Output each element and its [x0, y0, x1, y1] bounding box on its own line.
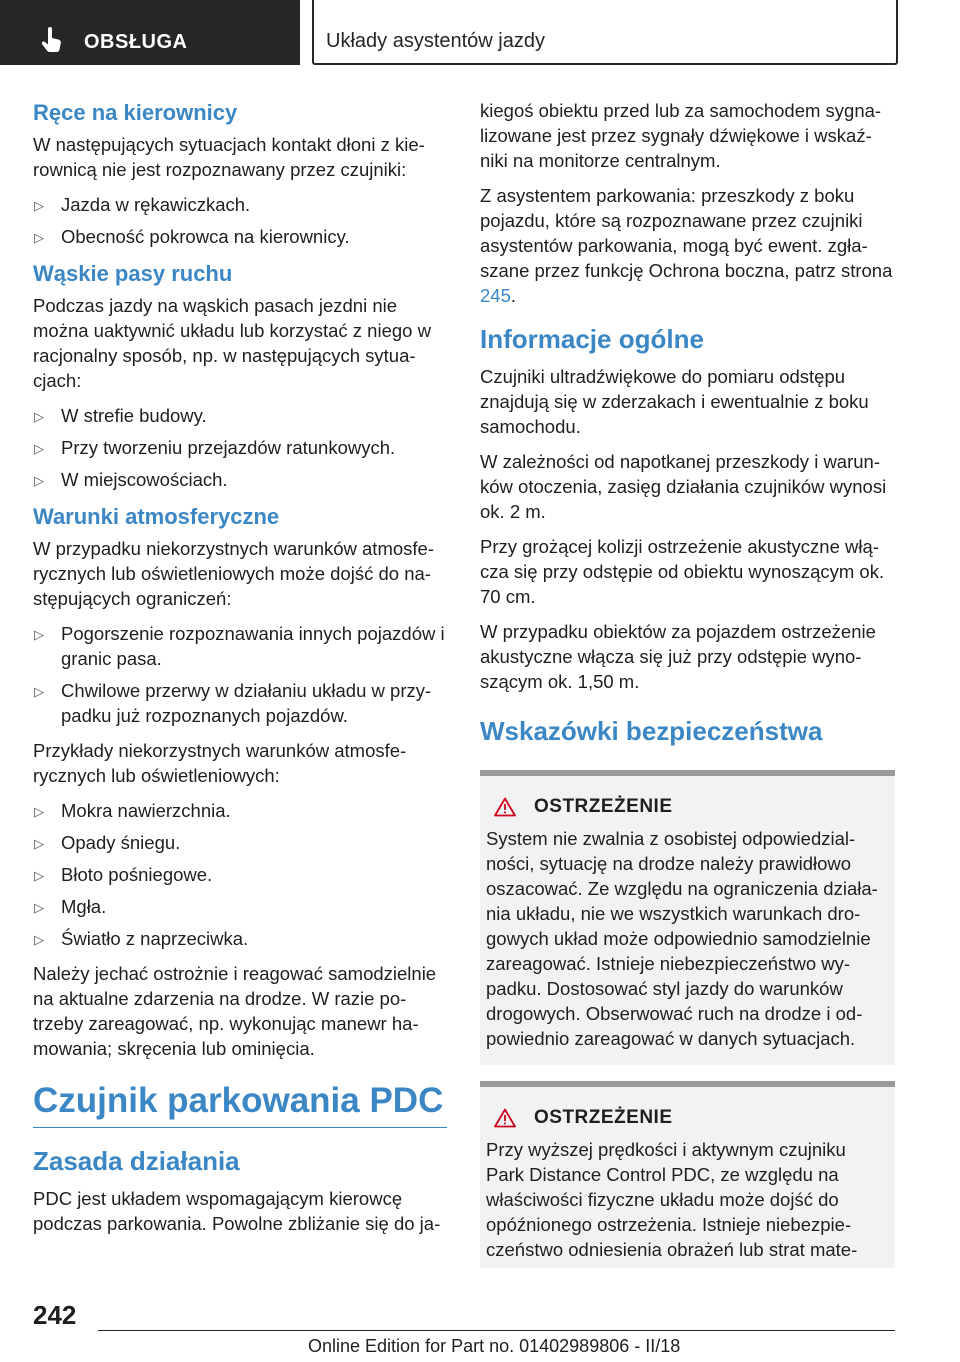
triangle-bullet-icon: ▷	[34, 198, 44, 213]
paragraph: PDC jest układem wspomagającym kierowcę podczas parkowania. Powolne zbliżanie się do ja-	[33, 1188, 441, 1234]
triangle-bullet-icon: ▷	[34, 868, 44, 883]
list-item: ▷ Jazda w rękawiczkach.	[33, 192, 447, 217]
warning-text: System nie zwalnia z osobistej odpowiedzial-ności, sytuację na drodze należy prawidłowo oszacować. Ze względu na ograniczenia działa-nia układu, nie we wszystkich warunkach dro-gowych układ może odpowiednio samodzielnie zareagować. Istnieje niebezpieczeństwo wy-padku. Dostosować styl jazdy do warunków drogowych. Obserwować ruch na drodze i od-powiednio zareagować w danych sytuacjach.	[486, 828, 878, 1049]
paragraph: Przy grożącej kolizji ostrzeżenie akustyczne włą-cza się przy odstępie od obiektu wynoszącym ok. 70 cm.	[480, 536, 885, 607]
triangle-bullet-icon: ▷	[34, 409, 44, 424]
triangle-bullet-icon: ▷	[34, 900, 44, 915]
chapter-heading-pdc: Czujnik parkowania PDC	[33, 1075, 447, 1128]
bullet-list	[33, 798, 447, 951]
paragraph: Podczas jazdy na wąskich pasach jezdni nie można uaktywnić układu lub korzystać z niego w racjonalny sposób, np. w następujących sytua-cjach:	[33, 295, 431, 391]
bullet-list	[33, 192, 447, 249]
list-item: ▷ Mgła.	[33, 894, 447, 919]
footer-divider	[98, 1330, 895, 1331]
paragraph: W przypadku obiektów za pojazdem ostrzeżenie akustyczne włącza się już przy odstępie wyno-szącym ok. 1,50 m.	[480, 621, 876, 692]
section-title-general-info: Informacje ogólne	[480, 324, 704, 354]
paragraph: Czujniki ultradźwiękowe do pomiaru odstępu znajdują się w zderzakach i ewentualnie z boku samochodu.	[480, 366, 869, 437]
section-title-safety: Wskazówki bezpieczeństwa	[480, 716, 823, 746]
triangle-bullet-icon: ▷	[34, 836, 44, 851]
warning-box	[480, 1081, 895, 1268]
list-item: ▷ W strefie budowy.	[33, 403, 447, 428]
warning-header	[486, 796, 885, 818]
bullet-list	[33, 403, 447, 492]
page-link[interactable]: 245	[480, 285, 511, 306]
paragraph: W następujących sytuacjach kontakt dłoni z kie-rownicą nie jest rozpoznawany przez czujniki:	[33, 134, 425, 180]
warning-text: Przy wyższej prędkości i aktywnym czujniku Park Distance Control PDC, ze względu na właściwości fizyczne układu może dojść do opóźnionego ostrzeżenia. Istnieje niebezpie-czeństwo odniesienia obrażeń lub strat mate-	[486, 1139, 858, 1260]
bullet-list	[33, 621, 447, 728]
triangle-bullet-icon: ▷	[34, 932, 44, 947]
list-item: ▷ Chwilowe przerwy w działaniu układu w przy-padku już rozpoznanych pojazdów.	[34, 680, 432, 726]
triangle-bullet-icon: ▷	[34, 627, 44, 642]
chapter-tab	[312, 0, 898, 65]
header-section-tab	[0, 0, 300, 65]
paragraph: Należy jechać ostrożnie i reagować samodzielnie na aktualne zdarzenia na drodze. W razie po-trzeby zareagować, np. wykonując manewr ha-mowania; skręcenia lub ominięcia.	[33, 963, 437, 1059]
chapter-title: Układy asystentów jazdy	[326, 30, 545, 52]
triangle-bullet-icon: ▷	[34, 684, 44, 699]
list-item: ▷ Opady śniegu.	[33, 830, 447, 855]
triangle-bullet-icon: ▷	[34, 804, 44, 819]
list-item: ▷ Pogorszenie rozpoznawania innych pojazdów i granic pasa.	[34, 623, 445, 669]
left-column	[33, 98, 447, 1246]
warning-box	[480, 770, 895, 1065]
hand-pointer-icon	[40, 27, 64, 53]
section-title-narrow-lanes: Wąskie pasy ruchu	[33, 261, 233, 286]
list-item: ▷ W miejscowościach.	[33, 467, 447, 492]
list-item: ▷ Przy tworzeniu przejazdów ratunkowych.	[33, 435, 447, 460]
list-item: ▷ Mokra nawierzchnia.	[33, 798, 447, 823]
list-item: ▷ Obecność pokrowca na kierownicy.	[33, 224, 447, 249]
warning-triangle-icon	[494, 1108, 516, 1128]
section-title-weather: Warunki atmosferyczne	[33, 504, 280, 529]
triangle-bullet-icon: ▷	[34, 473, 44, 488]
warning-triangle-icon	[494, 797, 516, 817]
paragraph: Przykłady niekorzystnych warunków atmosfe-rycznych lub oświetleniowych:	[33, 740, 407, 786]
list-item: ▷ Błoto pośniegowe.	[33, 862, 447, 887]
warning-header	[486, 1107, 885, 1129]
edition-note: Online Edition for Part no. 01402989806 - II/18	[308, 1336, 681, 1356]
warning-title: OSTRZEŻENIE	[534, 1107, 673, 1128]
paragraph: kiegoś obiektu przed lub za samochodem sygna-lizowane jest przez sygnały dźwiękowe i wskaź-niki na monitorze centralnym.	[480, 100, 882, 171]
triangle-bullet-icon: ▷	[34, 441, 44, 456]
triangle-bullet-icon: ▷	[34, 230, 44, 245]
paragraph: W przypadku niekorzystnych warunków atmosfe-rycznych lub oświetleniowych może dojść do na-stępujących ograniczeń:	[33, 538, 434, 609]
warning-title: OSTRZEŻENIE	[534, 796, 673, 817]
section-title-hands-on-wheel: Ręce na kierownicy	[33, 100, 238, 125]
section-title-principle: Zasada działania	[33, 1146, 240, 1176]
right-column	[480, 98, 895, 1268]
paragraph: Z asystentem parkowania: przeszkody z boku pojazdu, które są rozpoznawane przez czujniki asystentów parkowania, mogą być ewent. zgła-szane przez funkcję Ochrona boczna, patrz strona 245.	[480, 185, 893, 306]
list-item: ▷ Światło z naprzeciwka.	[33, 926, 447, 951]
paragraph: W zależności od napotkanej przeszkody i warun-ków otoczenia, zasięg działania czujników wynosi ok. 2 m.	[480, 451, 887, 522]
page-number: 242	[33, 1300, 77, 1330]
section-label: OBSŁUGA	[84, 31, 188, 53]
